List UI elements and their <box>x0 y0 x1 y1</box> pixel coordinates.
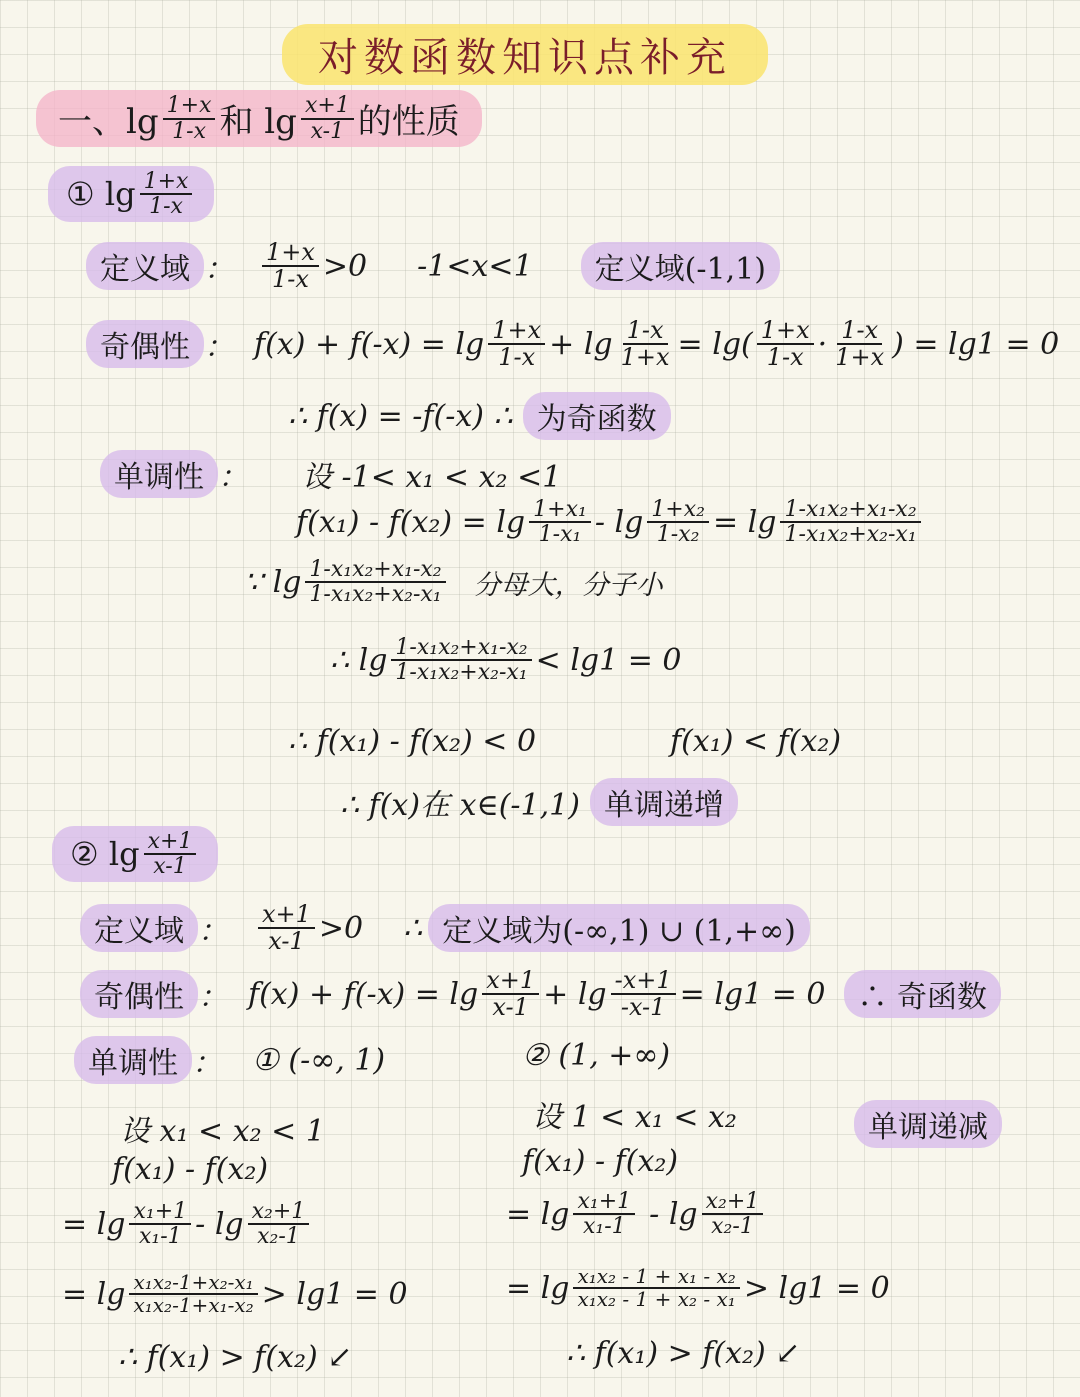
parity2-fraction-1: $\frac{x+1}{x-1}$ <box>482 968 539 1020</box>
mono-therefore-line: ∴ lg $\frac{\text{1-x₁x₂+x₁-x₂}}{\text{1-x₁x₂+x₂-x₁}}$ < lg1 = 0 <box>330 635 682 686</box>
part1-heading-fraction: $\frac{1+x}{1-x}$ <box>140 170 193 218</box>
case1-fraction-3: $\frac{\text{x₁x₂-1+x₂-x₁}}{\text{x₁x₂-1+x₁-x₂}}$ <box>129 1272 257 1316</box>
case2-head: ② (1, +∞) <box>522 1038 671 1073</box>
mono-note: 分母大，分子小 <box>473 569 663 601</box>
part2-domain-row: 定义域 ： $\frac{x+1}{x-1}$ >0 ∴ 定义域为(-∞,1) ∪ (1,+∞) <box>80 902 810 954</box>
parity-fraction-4: $\frac{1-x}{1+x}$ <box>835 316 885 372</box>
part1-parity-conclusion: ∴ f(x) = -f(-x) ∴ 为奇函数 <box>288 392 671 440</box>
heading-prefix: 一、lg <box>58 102 159 142</box>
mono-fraction-3: $\frac{\text{1-x₁x₂+x₁-x₂}}{\text{1-x₁x₂+x₂-x₁}}$ <box>780 498 920 546</box>
case1-combined: = lg $\frac{\text{x₁x₂-1+x₂-x₁}}{\text{x₁x₂-1+x₁-x₂}}$ > lg1 = 0 <box>62 1270 408 1317</box>
mono-fraction-5: $\frac{\text{1-x₁x₂+x₁-x₂}}{\text{1-x₁x₂+x₂-x₁}}$ <box>391 636 531 684</box>
part2-heading-fraction: $\frac{x+1}{x-1}$ <box>144 830 197 878</box>
page-title: 对数函数知识点补充 <box>282 24 768 85</box>
case1-assumption: 设 x₁ < x₂ < 1 <box>120 1114 325 1149</box>
mono-fraction-1: $\frac{\text{1+x₁}}{\text{1-x₁}}$ <box>529 498 591 546</box>
parity-fraction-2: $\frac{1-x}{1+x}$ <box>620 316 670 372</box>
part1-heading: ① lg $\frac{1+x}{1-x}$ <box>48 166 214 222</box>
mono-difference-line: f(x₁) - f(x₂) = lg $\frac{\text{1+x₁}}{\text{1-x₁}}$ - lg $\frac{\text{1+x₂}}{\text{1-x₂}}$ = lg $\frac{\text{1-x₁x₂+x₁-x₂}}{\text{1-x₁x₂+x₂-x₁}}$ <box>296 498 925 546</box>
part2-parity-row: 奇偶性 ： f(x) + f(-x) = lg $\frac{x+1}{x-1}$ + lg $\frac{-x+1}{-x-1}$ = lg1 = 0 ∴ 奇函数 <box>80 968 1001 1020</box>
mono-difference-negative: ∴ f(x₁) - f(x₂) < 0 <box>288 724 537 759</box>
section-heading <box>36 90 482 147</box>
domain-result-2: 定义域为(-∞,1) ∪ (1,+∞) <box>428 904 810 952</box>
mono-conclusion-line: ∴ f(x)在 x∈(-1,1) 单调递增 <box>340 778 738 826</box>
case1-fraction-1: $\frac{\text{x₁+1}}{\text{x₁-1}}$ <box>129 1200 191 1248</box>
heading-suffix: 的性质 <box>357 102 460 142</box>
case1-expansion: = lg $\frac{\text{x₁+1}}{\text{x₁-1}}$ - lg $\frac{\text{x₂+1}}{\text{x₂-1}}$ <box>62 1200 313 1248</box>
case2-fraction-2: $\frac{\text{x₂+1}}{\text{x₂-1}}$ <box>702 1190 764 1238</box>
parity-label: 奇偶性 <box>86 320 204 368</box>
case2-conclusion: ∴ f(x₁) > f(x₂) ↙ <box>566 1336 801 1371</box>
parity-result: 为奇函数 <box>523 392 671 440</box>
parity-result-2: ∴ 奇函数 <box>844 970 1002 1018</box>
case1-head: ① (-∞, 1) <box>252 1042 386 1078</box>
case2-combined: = lg $\frac{\text{x₁x₂ - 1 + x₁ - x₂}}{\text{x₁x₂ - 1 + x₂ - x₁}}$ > lg1 = 0 <box>506 1264 890 1311</box>
domain-fraction-2: $\frac{x+1}{x-1}$ <box>258 902 315 954</box>
part1-domain-row: 定义域 ： $\frac{1+x}{1-x}$ >0 -1<x<1 定义域(-1,1) <box>86 240 780 292</box>
mono-comparison: f(x₁) < f(x₂) <box>670 724 842 759</box>
case1-conclusion: ∴ f(x₁) > f(x₂) ↙ <box>118 1340 353 1375</box>
part1-mono-row: 单调性 ： 设 -1< x₁ < x₂ <1 <box>100 450 561 498</box>
mono-fraction-2: $\frac{\text{1+x₂}}{\text{1-x₂}}$ <box>647 498 709 546</box>
parity-label-2: 奇偶性 <box>80 970 198 1018</box>
mono-result: 单调递增 <box>590 778 738 826</box>
case2-fraction-3: $\frac{\text{x₁x₂ - 1 + x₁ - x₂}}{\text{x₁x₂ - 1 + x₂ - x₁}}$ <box>573 1266 739 1310</box>
case1-difference: f(x₁) - f(x₂) <box>112 1152 269 1187</box>
mono-because-line: ∵ lg $\frac{\text{1-x₁x₂+x₁-x₂}}{\text{1-x₁x₂+x₂-x₁}}$ 分母大，分子小 <box>244 557 663 608</box>
part2-mono-row: 单调性 ： ① (-∞, 1) <box>74 1036 385 1084</box>
mono-result-2: 单调递减 <box>854 1100 1002 1148</box>
parity2-fraction-2: $\frac{-x+1}{-x-1}$ <box>611 968 676 1020</box>
part1-parity-row: 奇偶性 ： f(x) + f(-x) = lg $\frac{1+x}{1-x}$ + lg $\frac{1-x}{1+x}$ = lg( $\frac{1+x}{1-x}$ · $\frac{1-x}{1+x}$ ) = lg1 = 0 <box>86 318 1059 370</box>
case2-expansion: = lg $\frac{\text{x₁+1}}{\text{x₁-1}}$ - lg $\frac{\text{x₂+1}}{\text{x₂-1}}$ <box>506 1190 767 1238</box>
domain-fraction: $\frac{1+x}{1-x}$ <box>262 240 319 292</box>
domain-interval: -1<x<1 <box>417 248 533 284</box>
case1-fraction-2: $\frac{\text{x₂+1}}{\text{x₂-1}}$ <box>248 1200 310 1248</box>
heading-mid: 和 lg <box>219 102 297 142</box>
case2-assumption: 设 1 < x₁ < x₂ <box>532 1100 737 1135</box>
case2-fraction-1: $\frac{\text{x₁+1}}{\text{x₁-1}}$ <box>573 1190 635 1238</box>
mono-assumption: 设 -1< x₁ < x₂ <1 <box>302 460 562 495</box>
domain-label-2: 定义域 <box>80 904 198 952</box>
mono-label: 单调性 <box>100 450 218 498</box>
part2-heading: ② lg $\frac{x+1}{x-1}$ <box>52 826 218 882</box>
domain-label: 定义域 <box>86 242 204 290</box>
parity-fraction-3: $\frac{1+x}{1-x}$ <box>757 318 814 370</box>
heading-fraction-2: $\frac{x+1}{x-1}$ <box>301 94 354 142</box>
domain-result: 定义域(-1,1) <box>581 242 780 290</box>
mono-fraction-4: $\frac{\text{1-x₁x₂+x₁-x₂}}{\text{1-x₁x₂+x₂-x₁}}$ <box>305 558 445 606</box>
parity-fraction-1: $\frac{1+x}{1-x}$ <box>488 318 545 370</box>
mono-label-2: 单调性 <box>74 1036 192 1084</box>
case2-difference: f(x₁) - f(x₂) <box>522 1144 679 1179</box>
heading-fraction-1: $\frac{1+x}{1-x}$ <box>163 94 216 142</box>
